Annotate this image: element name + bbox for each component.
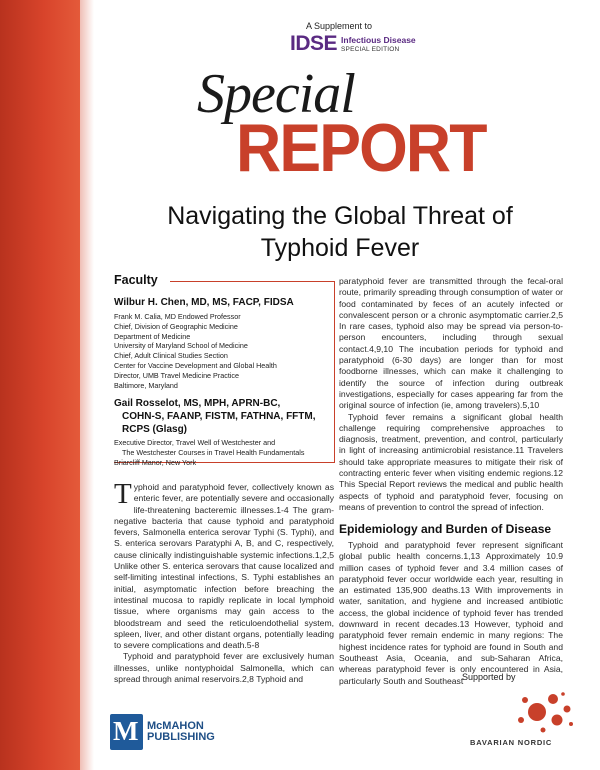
title-line-2: Typhoid Fever: [260, 234, 420, 262]
title-line-1: Navigating the Global Threat of: [167, 202, 513, 230]
affiliation-line: Director, UMB Travel Medicine Practice: [114, 370, 240, 380]
paragraph-2: Typhoid and paratyphoid fever are exclusively human illnesses, unlike nontyphoidal Salmonella, which can spread through animal reservoirs.2,8 Typhoid and: [114, 651, 334, 685]
faculty-heading: Faculty: [114, 273, 158, 287]
right-column-lower: [339, 540, 563, 687]
idse-name: Infectious Disease: [341, 35, 416, 45]
publisher-line-2: PUBLISHING: [147, 731, 215, 743]
idse-text: [341, 36, 416, 54]
right-column: [339, 276, 563, 513]
report-title: [100, 200, 580, 264]
sponsor-name: BAVARIAN NORDIC: [470, 738, 553, 747]
affiliation-line: Briarcliff Manor, New York: [114, 457, 197, 467]
affiliation-line: Center for Vaccine Development and Global Health: [114, 360, 277, 370]
supplement-label: A Supplement to: [306, 21, 373, 31]
supported-by-label: Supported by: [462, 672, 516, 682]
name-line: COHN-S, FAANP, FISTM, FATHNA, FFTM,: [122, 411, 316, 422]
idse-logo: [290, 33, 416, 55]
name-line: Gail Rosselot, MS, MPH, APRN-BC,: [114, 398, 281, 409]
paragraph-5: Typhoid and paratyphoid fever represent significant global public health concerns.1,13 Approximately 10.9 million cases of typhoid fever and 3.4 million cases of paratyphoid fever occur worldwide each year, resulting in an estimated 135,900 deaths.13 With improvements in water, sanitation, and hygiene and increased antibiotic access, the global incidence of typhoid fever has trended downward in recent decades.13 However, typhoid and paratyphoid fever remain endemic in many regions: The highest incidence rates for typhoid are found in South and Southeast Asia, Oceania, and sub-Saharan Africa, whereas paratyphoid fever is only encountered in Asia, particularly South and Southeast: [339, 540, 563, 686]
affiliation-line: Chief, Adult Clinical Studies Section: [114, 351, 228, 361]
red-side-bar: [0, 0, 80, 770]
intro-paragraph: [114, 478, 334, 651]
left-column: [114, 478, 334, 685]
faculty-affiliation-1: [114, 312, 334, 390]
name-line: RCPS (Glasg): [122, 424, 188, 435]
faculty-affiliation-2: [114, 438, 334, 467]
faculty-top-rule: [170, 281, 335, 282]
faculty-name-1: Wilbur H. Chen, MD, MS, FACP, FIDSA: [114, 297, 294, 308]
paragraph-4: Typhoid fever remains a significant global health challenge requiring comprehensive approaches to diagnosis, treatment, prevention, and control, particularly in light of increasing antimicrobial resistance.11 Travelers should take appropriate measures to mitigate their risk of contracting enteric fever when visiting endemic regions.12 This Special Report reviews the medical and public health aspects of typhoid and paratyphoid fever, focusing on means of prevention to control the spread of infection.: [339, 411, 563, 512]
drop-cap: T: [114, 478, 132, 510]
affiliation-line: Frank M. Calia, MD Endowed Professor: [114, 312, 241, 321]
affiliation-line: Department of Medicine: [114, 331, 191, 341]
publisher-line-1: McMAHON: [147, 720, 204, 732]
affiliation-line: Chief, Division of Geographic Medicine: [114, 321, 238, 331]
mcmahon-text: [147, 721, 215, 743]
paragraph-3: paratyphoid fever are transmitted through the fecal-oral route, primarily spreading through consumption of water or food contaminated by feces of an acutely infected or convalescent person or a chronic asymptomatic carrier.2,5 In rare cases, typhoid also may be spread via person-to-person encounters, including through sexual contact.4,9,10 The incubation periods for typhoid and paratyphoid (6-30 days) are longer than for most foodborne illnesses, which can make it challenging to identify the source of infection during outbreak investigations, especially for cases appearing far from the original source of infection (ie, among travelers).5,10: [339, 276, 563, 411]
special-wordmark: Special: [197, 63, 355, 125]
bavarian-nordic-dots-icon: [505, 690, 575, 735]
section-heading: Epidemiology and Burden of Disease: [339, 522, 552, 536]
affiliation-line: Baltimore, Maryland: [114, 380, 178, 390]
affiliation-line: University of Maryland School of Medicine: [114, 341, 248, 351]
idse-mark: IDSE: [290, 32, 338, 55]
idse-edition: SPECIAL EDITION: [341, 46, 400, 53]
mcmahon-logo: [110, 714, 215, 750]
affiliation-line: Executive Director, Travel Well of Westchester and: [114, 438, 276, 447]
faculty-name-2: [114, 397, 316, 436]
mcmahon-icon: [110, 714, 143, 750]
faculty-side-rule: [334, 281, 335, 463]
affiliation-line: The Westchester Courses in Travel Health Fundamentals: [122, 447, 305, 457]
intro-text: yphoid and paratyphoid fever, collectively known as enteric fever, are potentially severe and occasionally life-threatening bacteremic illnesses.1-4 The gram-negative bacteria that cause typhoid and paratyphoid fevers, Salmonella enterica serovar Typhi (S. Typhi), and S. enterica serovars Paratyphi A, B, and C, respectively, cause clinically indistinguishable systemic infections.1,2,5 Unlike other S. enterica serovars that cause localized and self-limiting intestinal infections, S. Typhi establishes an initial, asymptomatic infection before breaching the intestinal mucosa to rapidly replicate in local lymphoid tissue, where organisms may gain access to the bloodstream and seed the reticuloendothelial system, spleen, liver, and other distant organs, potentially leading to severe complications and death.5-8: [114, 482, 334, 651]
report-wordmark: REPORT: [236, 110, 486, 186]
